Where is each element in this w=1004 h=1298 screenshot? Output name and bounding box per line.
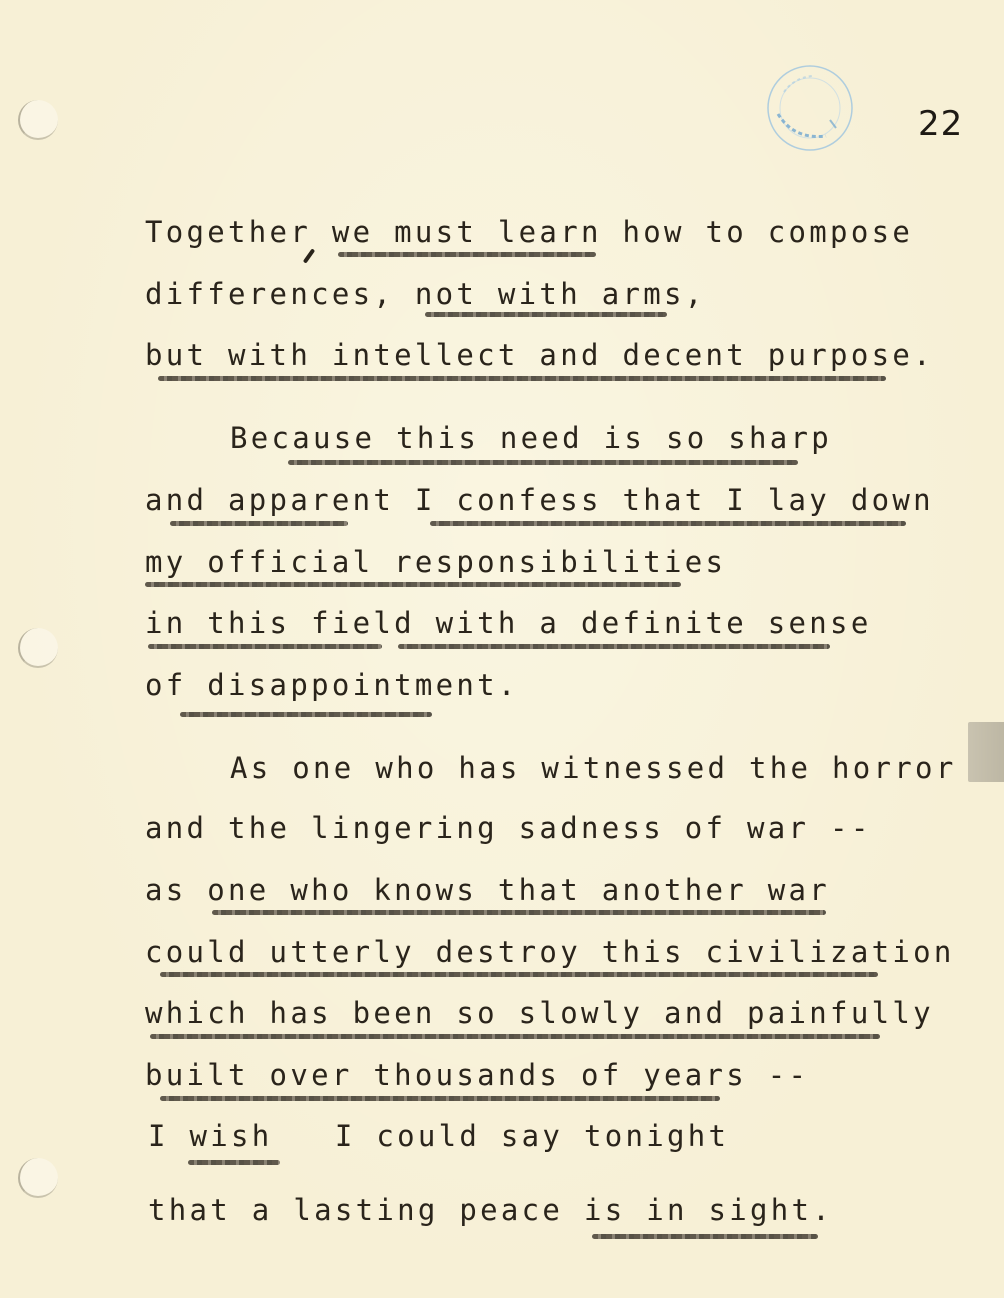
punch-hole-middle bbox=[18, 628, 58, 668]
text-line: could utterly destroy this civilization bbox=[145, 935, 955, 969]
text-line: built over thousands of years -- bbox=[145, 1058, 810, 1092]
underline-mark bbox=[160, 972, 878, 977]
text-line: in this field with a definite sense bbox=[145, 606, 872, 640]
underline-mark bbox=[150, 1034, 880, 1039]
underline-mark bbox=[180, 712, 432, 717]
underline-mark bbox=[158, 376, 886, 381]
text-line: that a lasting peace is in sight. bbox=[148, 1193, 834, 1227]
binder-tab bbox=[968, 722, 1004, 782]
text-line: and apparent I confess that I lay down bbox=[145, 483, 934, 517]
underline-mark bbox=[170, 521, 348, 526]
text-line: I wish I could say tonight bbox=[148, 1119, 730, 1153]
page-number: 22 bbox=[918, 104, 964, 144]
underline-mark bbox=[212, 910, 826, 915]
archive-stamp-icon bbox=[764, 62, 856, 154]
punch-hole-top bbox=[18, 100, 58, 140]
text-line: my official responsibilities bbox=[145, 545, 727, 579]
underline-mark bbox=[160, 1096, 720, 1101]
text-line: and the lingering sadness of war -- bbox=[145, 811, 872, 845]
punch-hole-bottom bbox=[18, 1158, 58, 1198]
text-line: Together we must learn how to compose bbox=[145, 215, 914, 249]
underline-mark bbox=[398, 644, 830, 649]
text-line: which has been so slowly and painfully bbox=[145, 996, 934, 1030]
underline-mark bbox=[430, 521, 906, 526]
text-line: but with intellect and decent purpose. bbox=[145, 338, 934, 372]
text-line: of disappointment. bbox=[145, 668, 519, 702]
text-line: Because this need is so sharp bbox=[230, 421, 833, 455]
underline-mark bbox=[338, 252, 596, 257]
text-line: as one who knows that another war bbox=[145, 873, 831, 907]
underline-mark bbox=[425, 312, 667, 317]
underline-mark bbox=[148, 644, 382, 649]
caret-mark bbox=[303, 248, 315, 263]
underline-mark bbox=[592, 1234, 818, 1239]
underline-mark bbox=[188, 1160, 280, 1165]
text-line: differences, not with arms, bbox=[145, 277, 706, 311]
underline-mark bbox=[145, 582, 681, 587]
text-line: As one who has witnessed the horror bbox=[230, 751, 957, 785]
underline-mark bbox=[288, 460, 798, 465]
